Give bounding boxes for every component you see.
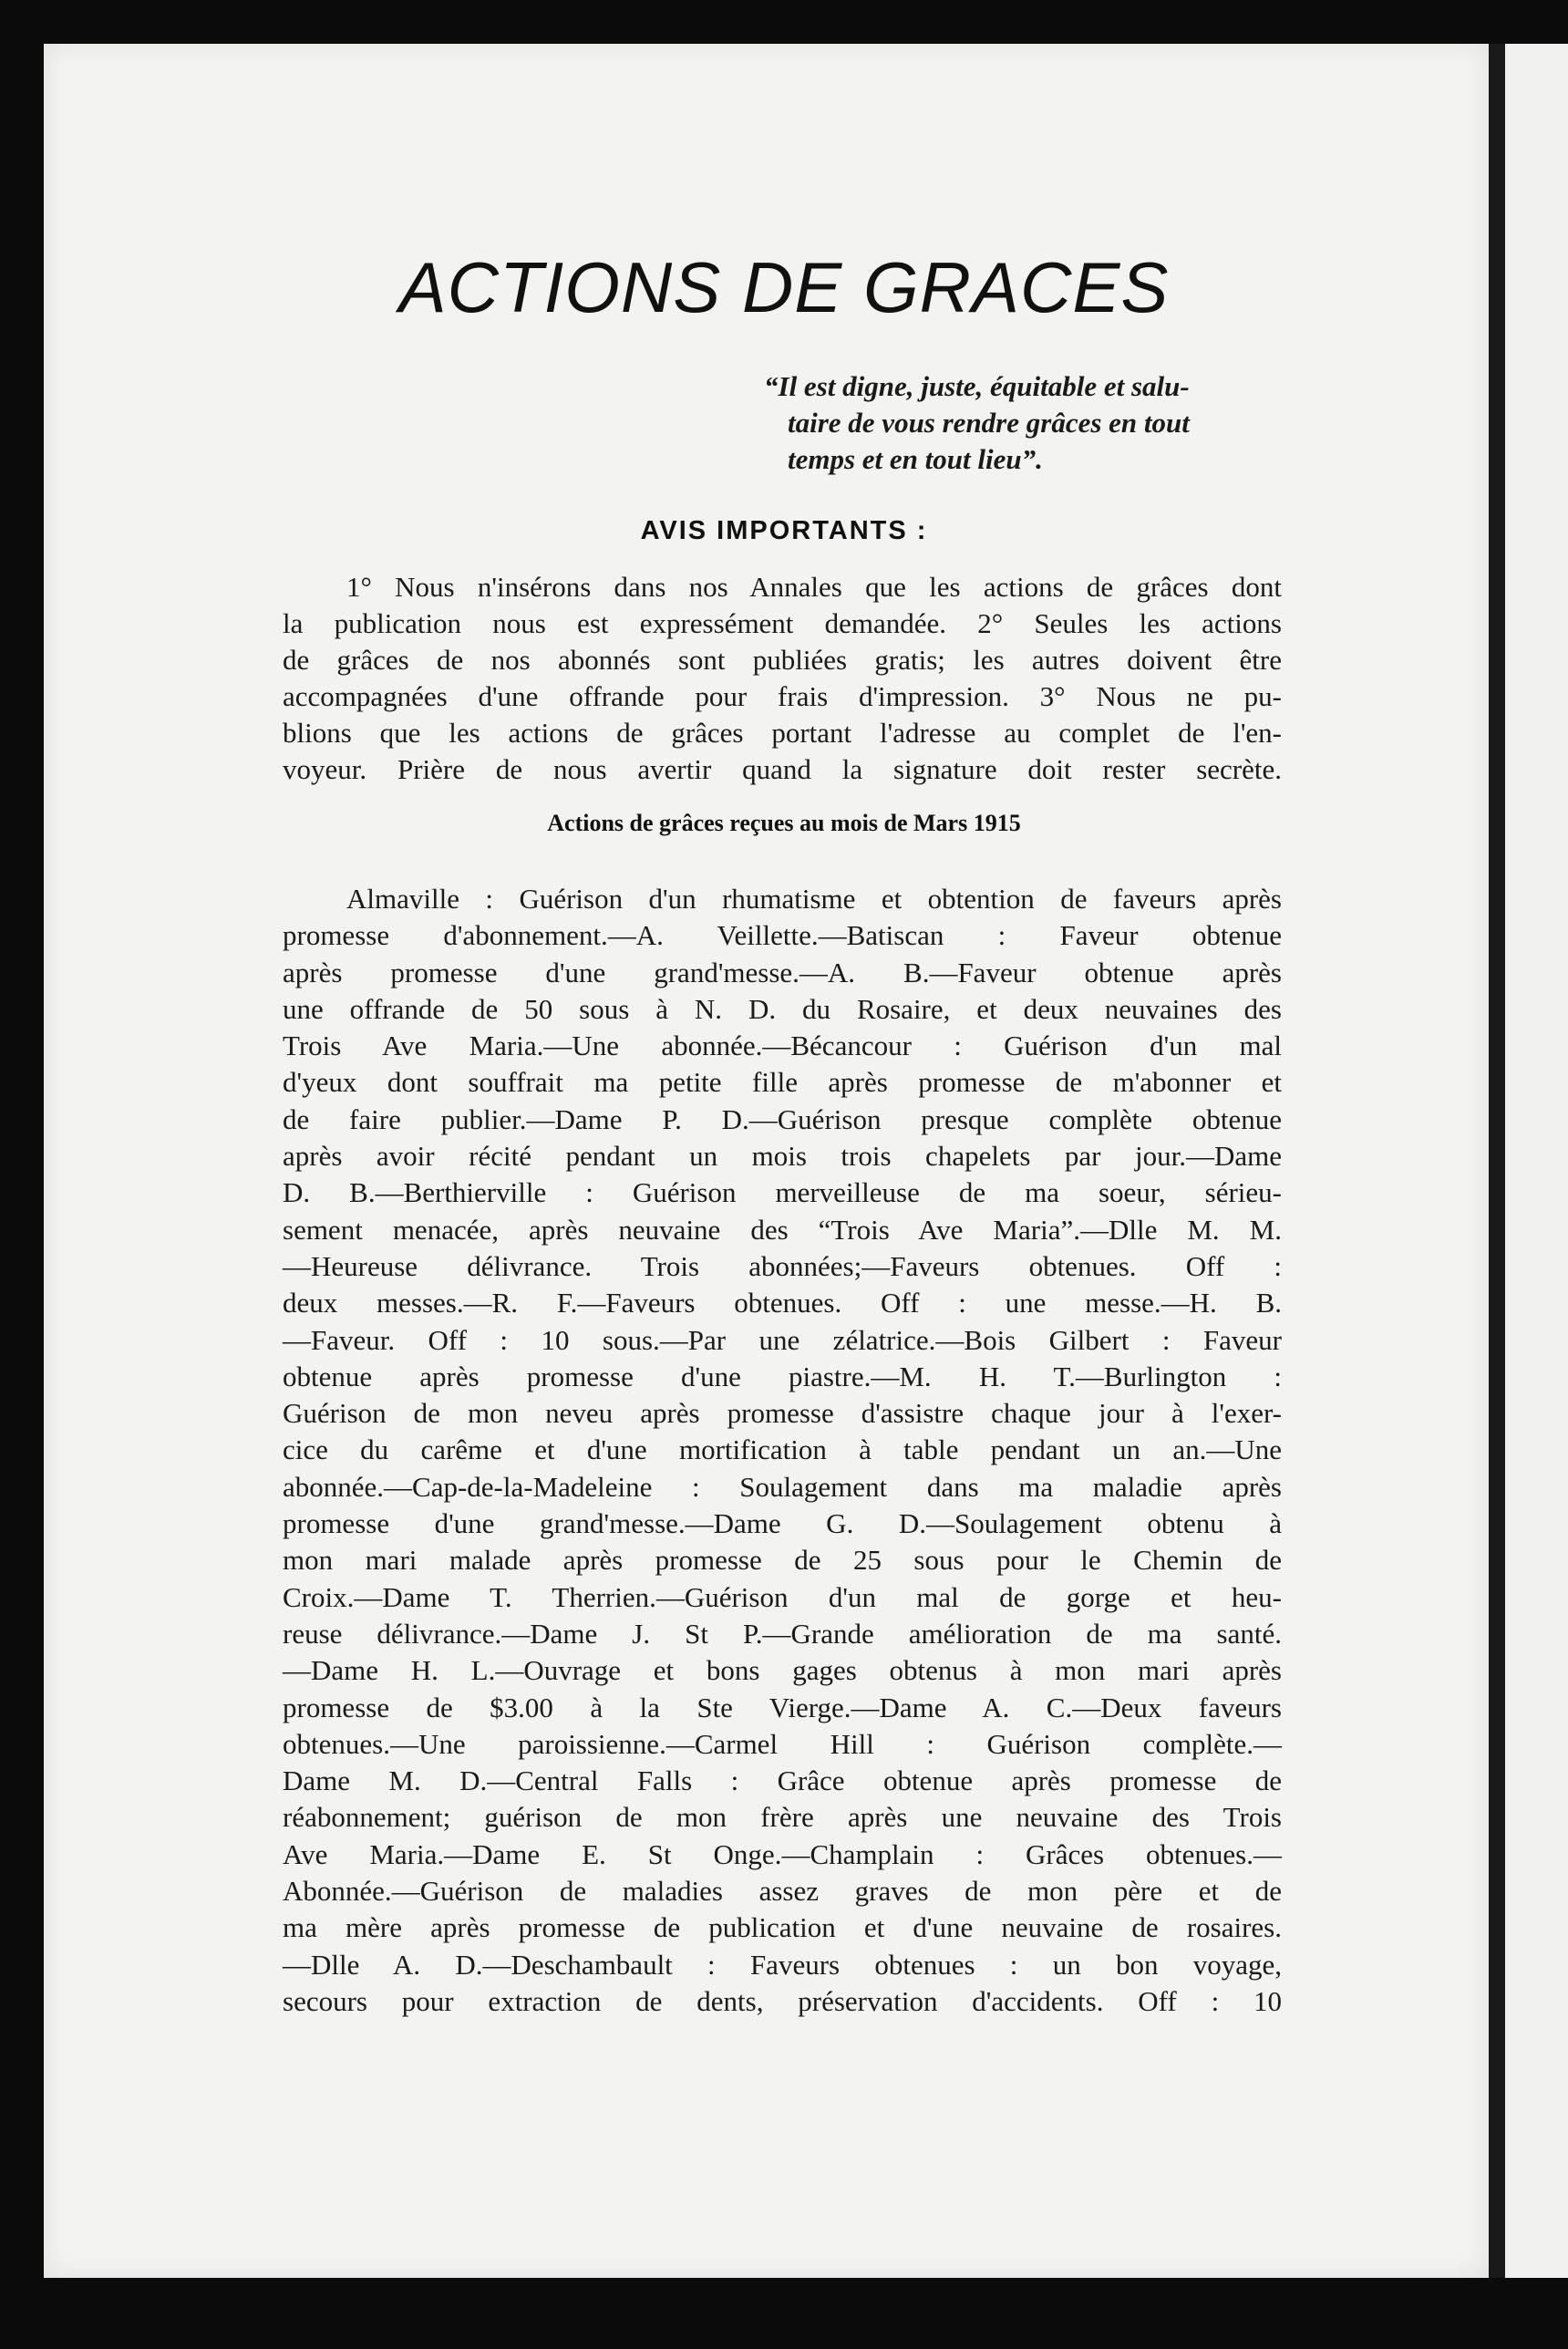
body-line: Ave Maria.—Dame E. St Onge.—Champlain : Grâces obtenues.— [283, 1837, 1282, 1870]
body-line: Almaville : Guérison d'un rhumatisme et obtention de faveurs après [346, 883, 1282, 915]
body-paragraph [283, 881, 1282, 2020]
notice-line: 1° Nous n'insérons dans nos Annales que les actions de grâces dont [346, 571, 1282, 603]
body-line: de faire publier.—Dame P. D.—Guérison presque complète obtenue [283, 1102, 1282, 1135]
body-line: promesse d'une grand'messe.—Dame G. D.—Soulagement obtenu à [283, 1507, 1282, 1540]
epigraph-line: taire de vous rendre grâces en tout [788, 407, 1190, 439]
body-line: abonnée.—Cap-de-la-Madeleine : Soulagement dans ma maladie après [283, 1470, 1282, 1503]
body-line: —Dlle A. D.—Deschambault : Faveurs obtenues : un bon voyage, [283, 1948, 1282, 1981]
notice-heading: AVIS IMPORTANTS : [640, 516, 928, 545]
notice-line: de grâces de nos abonnés sont publiées gratis; les autres doivent être [283, 644, 1282, 676]
notice-line: la publication nous est expressément demandée. 2° Seules les actions [283, 607, 1282, 639]
body-line: une offrande de 50 sous à N. D. du Rosaire, et deux neuvaines des [283, 992, 1282, 1025]
body-line: Croix.—Dame T. Therrien.—Guérison d'un mal de gorge et heu- [283, 1580, 1282, 1613]
body-line: après promesse d'une grand'messe.—A. B.—Faveur obtenue après [283, 956, 1282, 988]
body-line: mon mari malade après promesse de 25 sous pour le Chemin de [283, 1544, 1282, 1577]
notice-line: voyeur. Prière de nous avertir quand la signature doit rester secrète. [283, 753, 1282, 785]
facing-page-edge [1505, 44, 1568, 2278]
body-line: reuse délivrance.—Dame J. St P.—Grande amélioration de ma santé. [283, 1617, 1282, 1650]
body-line: deux messes.—R. F.—Faveurs obtenues. Off : une messe.—H. B. [283, 1287, 1282, 1319]
body-line: obtenues.—Une paroissienne.—Carmel Hill : Guérison complète.— [283, 1727, 1282, 1760]
body-line: secours pour extraction de dents, préservation d'accidents. Off : 10 [283, 1984, 1282, 2017]
book-spine [1489, 44, 1505, 2278]
body-line: Abonnée.—Guérison de maladies assez graves de mon père et de [283, 1875, 1282, 1908]
body-line: —Dame H. L.—Ouvrage et bons gages obtenus à mon mari après [283, 1654, 1282, 1687]
epigraph [764, 368, 1302, 478]
page-title: ACTIONS DE GRACES [398, 247, 1170, 327]
body-line: promesse de $3.00 à la Ste Vierge.—Dame A. C.—Deux faveurs [283, 1691, 1282, 1723]
body-line: promesse d'abonnement.—A. Veillette.—Batiscan : Faveur obtenue [283, 919, 1282, 952]
body-line: ma mère après promesse de publication et d'une neuvaine de rosaires. [283, 1911, 1282, 1944]
body-line: D. B.—Berthierville : Guérison merveilleuse de ma soeur, sérieu- [283, 1176, 1282, 1209]
section-subheading: Actions de grâces reçues au mois de Mars 1915 [547, 810, 1021, 836]
body-line: obtenue après promesse d'une piastre.—M. H. T.—Burlington : [283, 1360, 1282, 1392]
notice-paragraph [283, 569, 1282, 788]
epigraph-line: “Il est digne, juste, équitable et salu- [764, 370, 1190, 402]
body-line: Guérison de mon neveu après promesse d'assistre chaque jour à l'exer- [283, 1397, 1282, 1430]
notice-line: blions que les actions de grâces portant l'adresse au complet de l'en- [283, 717, 1282, 749]
body-line: cice du carême et d'une mortification à table pendant un an.—Une [283, 1433, 1282, 1466]
body-line: après avoir récité pendant un mois trois chapelets par jour.—Dame [283, 1140, 1282, 1173]
notice-line: accompagnées d'une offrande pour frais d'impression. 3° Nous ne pu- [283, 680, 1282, 712]
body-line: réabonnement; guérison de mon frère après une neuvaine des Trois [283, 1801, 1282, 1834]
body-line: —Heureuse délivrance. Trois abonnées;—Faveurs obtenues. Off : [283, 1249, 1282, 1282]
body-line: sement menacée, après neuvaine des “Trois Ave Maria”.—Dlle M. M. [283, 1213, 1282, 1246]
body-line: Trois Ave Maria.—Une abonnée.—Bécancour : Guérison d'un mal [283, 1030, 1282, 1062]
body-line: —Faveur. Off : 10 sous.—Par une zélatrice.—Bois Gilbert : Faveur [283, 1323, 1282, 1356]
epigraph-line: temps et en tout lieu”. [788, 443, 1043, 475]
body-line: d'yeux dont souffrait ma petite fille après promesse de m'abonner et [283, 1066, 1282, 1099]
body-line: Dame M. D.—Central Falls : Grâce obtenue après promesse de [283, 1764, 1282, 1797]
